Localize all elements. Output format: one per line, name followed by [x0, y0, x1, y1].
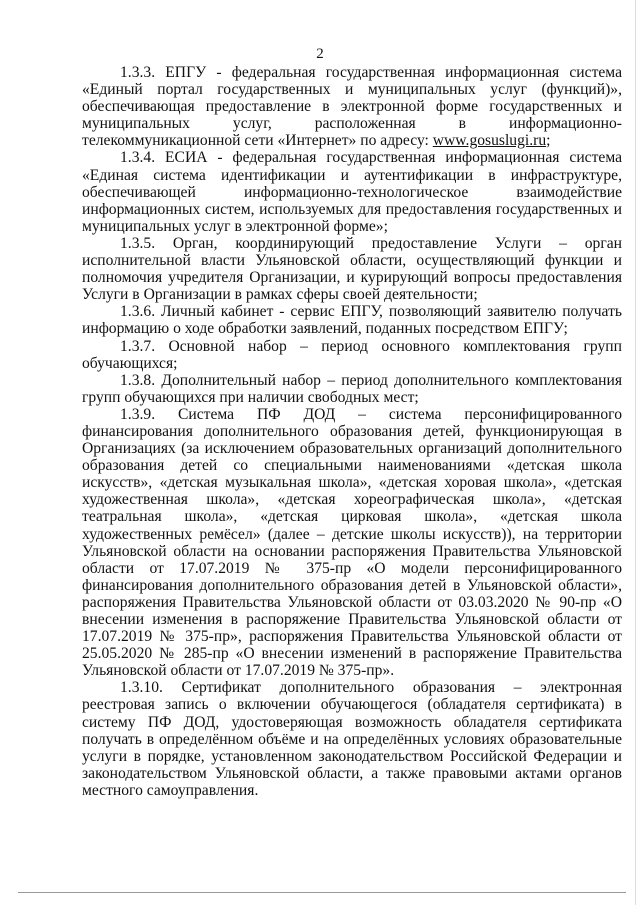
paragraph-1-3-7: 1.3.7. Основной набор – период основного комплектования групп обучающихся;: [82, 337, 622, 372]
paragraph-text: 1.3.3. ЕПГУ - федеральная государственная информационная система «Единый портал государственных и муниципальных услуг (функций)», обеспечивающая предоставление в электронной форме государственных и муниципальных услуг, расположенная в информационно-телекоммуникационной сети «Интернет» по адресу:: [82, 64, 622, 150]
paragraph-1-3-6: 1.3.6. Личный кабинет - сервис ЕПГУ, позволяющий заявителю получать информацию о ходе обработки заявлений, поданных посредством ЕПГУ;: [82, 303, 622, 338]
paragraph-1-3-3: [82, 64, 622, 149]
paragraph-1-3-9: 1.3.9. Система ПФ ДОД – система персонифицированного финансирования дополнительного образования детей, функционирующая в Организациях (за исключением образовательных организаций дополнительного образования детей со специальными наименованиями «детская школа искусств», «детская музыкальная школа», «детская хоровая школа», «детская художественная школа», «детская хореографическая школа», «детская театральная школа», «детская цирковая школа», «детская школа художественных ремёсел» (далее – детские школы искусств)), на территории Ульяновской области на основании распоряжения Правительства Ульяновской области от 17.07.2019 № 375-пр «О модели персонифицированного финансирования дополнительного образования детей в Ульяновской области», распоряжения Правительства Ульяновской области от 03.03.2020 № 90-пр «О внесении изменения в распоряжение Правительства Ульяновской области от 17.07.2019 № 375-пр», распоряжения Правительства Ульяновской области от 25.05.2020 № 285-пр «О внесении изменений в распоряжение Правительства Ульяновской области от 17.07.2019 № 375-пр».: [82, 405, 622, 680]
scan-edge: [635, 0, 636, 905]
paragraph-tail: ;: [546, 132, 551, 150]
paragraph-1-3-5: 1.3.5. Орган, координирующий предоставление Услуги – орган исполнительной власти Ульяновской области, осуществляющий функции и полномочия учредителя Организации, и курирующий вопросы предоставления Услуги в Организации в рамках сферы своей деятельности;: [82, 234, 622, 304]
gosuslugi-link[interactable]: www.gosuslugi.ru: [432, 132, 547, 150]
paragraph-1-3-10: 1.3.10. Сертификат дополнительного образования – электронная реестровая запись о включении обучающегося (обладателя сертификата) в систему ПФ ДОД, удостоверяющая возможность обладателя сертификата получать в определённом объёме и на определённых условиях образовательные услуги в порядке, установленном законодательством Российской Федерации и законодательством Ульяновской области, а также правовыми актами органов местного самоуправления.: [82, 679, 622, 799]
paragraph-1-3-4: 1.3.4. ЕСИА - федеральная государственная информационная система «Единая система идентификации и аутентификации в инфраструктуре, обеспечивающей информационно-технологическое взаимодействие информационных систем, используемых для предоставления государственных и муниципальных услуг в электронной форме»;: [82, 149, 622, 235]
page-number: 2: [316, 46, 324, 62]
document-body: [82, 64, 622, 799]
paragraph-1-3-8: 1.3.8. Дополнительный набор – период дополнительного комплектования групп обучающихся при наличии свободных мест;: [82, 371, 622, 406]
page-bottom-edge: [18, 892, 626, 893]
